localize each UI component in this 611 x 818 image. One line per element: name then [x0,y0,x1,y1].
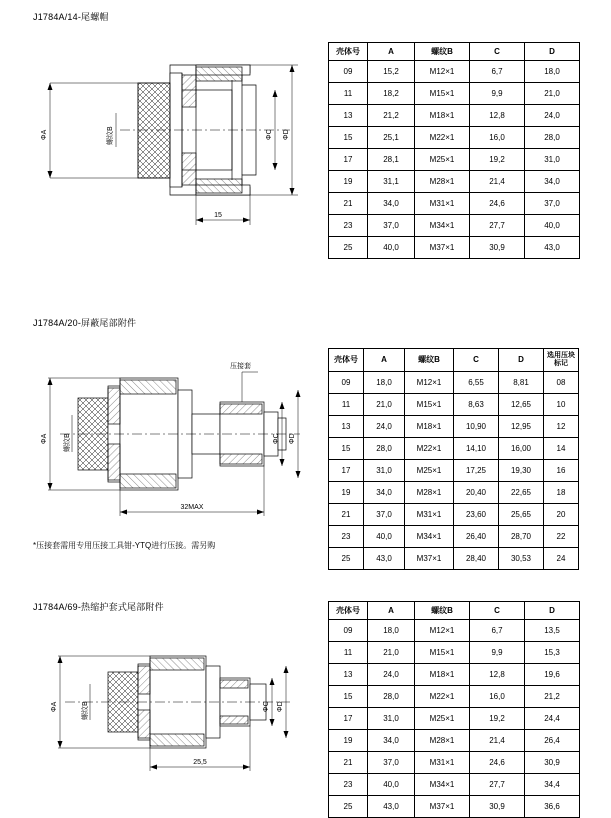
table-row [329,796,580,818]
cell-thread-b: M31×1 [405,504,454,526]
col-header-c: C [454,349,499,372]
table-row [329,548,579,570]
cell-thread-b: M22×1 [415,686,470,708]
dim-label-phi-a: ΦA [41,129,48,140]
dim-label-length-max: 32MAX [180,504,204,511]
cell-c: 27,7 [470,774,525,796]
table-header-row [329,602,580,620]
cell-d: 30,53 [499,548,544,570]
spec-table-heatshrink-backshell [328,601,580,818]
cell-thread-b: M18×1 [415,664,470,686]
col-header-a: A [368,602,415,620]
cell-a: 40,0 [368,774,415,796]
cell-shell: 23 [329,774,368,796]
table-row [329,83,580,105]
table-row [329,642,580,664]
cell-d: 30,9 [525,752,580,774]
cell-d: 25,65 [499,504,544,526]
table-row [329,372,579,394]
cell-thread-b: M31×1 [415,193,470,215]
cell-thread-b: M28×1 [415,171,470,193]
cell-thread-b: M15×1 [405,394,454,416]
cell-thread-b: M34×1 [405,526,454,548]
cell-d: 34,0 [525,171,580,193]
cell-c: 24,6 [470,193,525,215]
col-header-c: C [470,602,525,620]
cell-thread-b: M28×1 [405,482,454,504]
table-row [329,620,580,642]
col-header-a: A [368,43,415,61]
dim-label-crimp-sleeve: 压接套 [230,363,251,370]
cell-thread-b: M22×1 [415,127,470,149]
col-header-shell: 壳体号 [329,349,364,372]
cell-a: 28,1 [368,149,415,171]
cell-die-mark: 20 [544,504,579,526]
cell-d: 28,70 [499,526,544,548]
cell-d: 36,6 [525,796,580,818]
cell-d: 37,0 [525,193,580,215]
cell-c: 21,4 [470,730,525,752]
cell-d: 22,65 [499,482,544,504]
cell-c: 9,9 [470,83,525,105]
cell-a: 31,0 [368,708,415,730]
cell-shell: 17 [329,149,368,171]
cell-c: 12,8 [470,664,525,686]
dim-label-phi-d: ΦD [277,701,284,712]
table-row [329,127,580,149]
table-row [329,438,579,460]
cell-c: 14,10 [454,438,499,460]
dim-label-phi-d: ΦD [289,433,296,444]
dim-label-phi-c: ΦC [273,433,280,444]
cell-shell: 15 [329,438,364,460]
cell-c: 30,9 [470,796,525,818]
col-header-d: D [499,349,544,372]
cell-thread-b: M12×1 [405,372,454,394]
cell-shell: 11 [329,83,368,105]
technical-drawing-heatshrink-backshell [20,622,315,777]
cell-shell: 21 [329,504,364,526]
cell-d: 21,2 [525,686,580,708]
cell-a: 18,0 [364,372,405,394]
table-row [329,730,580,752]
cell-c: 20,40 [454,482,499,504]
cell-die-mark: 24 [544,548,579,570]
cell-d: 19,30 [499,460,544,482]
cell-a: 24,0 [368,664,415,686]
cell-c: 24,6 [470,752,525,774]
technical-drawing-tail-nut [20,35,310,250]
dim-label-phi-c: ΦC [263,701,270,712]
cell-c: 12,8 [470,105,525,127]
table-row [329,664,580,686]
table-row [329,482,579,504]
table-row [329,686,580,708]
cell-d: 18,0 [525,61,580,83]
cell-c: 21,4 [470,171,525,193]
cell-shell: 23 [329,215,368,237]
col-header-die-mark: 选用压块标记 [544,349,579,372]
cell-a: 37,0 [364,504,405,526]
cell-shell: 19 [329,730,368,752]
cell-a: 37,0 [368,752,415,774]
cell-shell: 13 [329,416,364,438]
cell-c: 16,0 [470,686,525,708]
spec-table-tail-nut [328,42,580,259]
cell-shell: 25 [329,796,368,818]
cell-shell: 13 [329,664,368,686]
section-title: J1784A/20-屏蔽尾部附件 [33,318,137,328]
cell-a: 18,2 [368,83,415,105]
cell-a: 18,0 [368,620,415,642]
cell-a: 15,2 [368,61,415,83]
cell-shell: 15 [329,127,368,149]
table-row [329,193,580,215]
cell-d: 34,4 [525,774,580,796]
cell-d: 40,0 [525,215,580,237]
col-header-c: C [470,43,525,61]
cell-c: 17,25 [454,460,499,482]
col-header-shell: 壳体号 [329,43,368,61]
cell-a: 40,0 [364,526,405,548]
cell-d: 12,65 [499,394,544,416]
cell-a: 34,0 [368,730,415,752]
cell-c: 16,0 [470,127,525,149]
cell-a: 28,0 [368,686,415,708]
cell-die-mark: 16 [544,460,579,482]
col-header-d: D [525,43,580,61]
cell-d: 16,00 [499,438,544,460]
table-header-row [329,349,579,372]
cell-d: 19,6 [525,664,580,686]
table-row [329,171,580,193]
cell-thread-b: M25×1 [405,460,454,482]
cell-thread-b: M22×1 [405,438,454,460]
cell-a: 24,0 [364,416,405,438]
cell-a: 43,0 [364,548,405,570]
col-header-a: A [364,349,405,372]
cell-d: 24,4 [525,708,580,730]
table-row [329,460,579,482]
cell-shell: 19 [329,171,368,193]
cell-thread-b: M18×1 [405,416,454,438]
cell-a: 31,0 [364,460,405,482]
cell-d: 21,0 [525,83,580,105]
cell-d: 43,0 [525,237,580,259]
table-header-row [329,43,580,61]
dim-label-length: 15 [214,212,222,219]
cell-thread-b: M37×1 [415,237,470,259]
cell-d: 24,0 [525,105,580,127]
section-j1784a-14 [0,0,611,270]
spec-table-shielded-backshell [328,348,579,570]
cell-d: 15,3 [525,642,580,664]
technical-drawing-shielded-backshell [20,340,315,535]
cell-shell: 19 [329,482,364,504]
cell-c: 9,9 [470,642,525,664]
cell-c: 23,60 [454,504,499,526]
col-header-thread-b: 螺纹B [415,602,470,620]
cell-d: 8,81 [499,372,544,394]
cell-c: 27,7 [470,215,525,237]
cell-c: 6,55 [454,372,499,394]
dim-label-thread-b: 螺纹B [64,433,71,452]
cell-die-mark: 18 [544,482,579,504]
cell-thread-b: M18×1 [415,105,470,127]
table-row [329,504,579,526]
cell-c: 30,9 [470,237,525,259]
dim-label-phi-a: ΦA [41,433,48,444]
table-row [329,215,580,237]
cell-die-mark: 14 [544,438,579,460]
cell-shell: 17 [329,460,364,482]
cell-shell: 21 [329,193,368,215]
section-j1784a-20 [0,300,611,570]
cell-a: 25,1 [368,127,415,149]
cell-thread-b: M25×1 [415,708,470,730]
cell-shell: 11 [329,394,364,416]
cell-a: 37,0 [368,215,415,237]
cell-a: 43,0 [368,796,415,818]
table-row [329,394,579,416]
dim-label-phi-a: ΦA [51,701,58,712]
cell-c: 6,7 [470,620,525,642]
cell-d: 28,0 [525,127,580,149]
cell-shell: 13 [329,105,368,127]
cell-shell: 21 [329,752,368,774]
cell-shell: 15 [329,686,368,708]
col-header-thread-b: 螺纹B [415,43,470,61]
cell-a: 34,0 [364,482,405,504]
cell-a: 34,0 [368,193,415,215]
cell-thread-b: M12×1 [415,620,470,642]
dim-label-phi-d: ΦD [283,129,290,140]
cell-thread-b: M37×1 [415,796,470,818]
dim-label-thread-b: 螺纹B [82,701,89,720]
cell-a: 21,0 [368,642,415,664]
table-row [329,61,580,83]
cell-a: 31,1 [368,171,415,193]
col-header-thread-b: 螺纹B [405,349,454,372]
cell-c: 8,63 [454,394,499,416]
cell-die-mark: 08 [544,372,579,394]
cell-die-mark: 12 [544,416,579,438]
table-row [329,416,579,438]
col-header-d: D [525,602,580,620]
section-title: J1784A/14-尾螺帽 [33,12,109,22]
cell-a: 40,0 [368,237,415,259]
cell-d: 26,4 [525,730,580,752]
table-row [329,105,580,127]
table-row [329,149,580,171]
dim-label-length: 25,5 [193,759,207,766]
cell-thread-b: M34×1 [415,215,470,237]
cell-thread-b: M37×1 [405,548,454,570]
cell-c: 19,2 [470,149,525,171]
cell-c: 6,7 [470,61,525,83]
cell-shell: 17 [329,708,368,730]
section-title: J1784A/69-热缩护套式尾部附件 [33,602,164,612]
cell-shell: 09 [329,61,368,83]
cell-a: 28,0 [364,438,405,460]
section-j1784a-69 [0,588,611,811]
table-row [329,752,580,774]
cell-thread-b: M15×1 [415,83,470,105]
cell-c: 28,40 [454,548,499,570]
cell-die-mark: 10 [544,394,579,416]
cell-d: 31,0 [525,149,580,171]
cell-thread-b: M28×1 [415,730,470,752]
crimp-note: *压接套需用专用压接工具钳-YTQ进行压接。需另购 [33,541,216,550]
cell-shell: 23 [329,526,364,548]
dim-label-thread-b: 螺纹B [107,126,114,145]
cell-c: 19,2 [470,708,525,730]
cell-thread-b: M34×1 [415,774,470,796]
cell-shell: 25 [329,237,368,259]
cell-c: 26,40 [454,526,499,548]
cell-thread-b: M12×1 [415,61,470,83]
cell-shell: 11 [329,642,368,664]
cell-shell: 25 [329,548,364,570]
table-row [329,526,579,548]
cell-c: 10,90 [454,416,499,438]
cell-a: 21,0 [364,394,405,416]
cell-thread-b: M25×1 [415,149,470,171]
cell-shell: 09 [329,372,364,394]
cell-d: 13,5 [525,620,580,642]
cell-a: 21,2 [368,105,415,127]
cell-die-mark: 22 [544,526,579,548]
cell-d: 12,95 [499,416,544,438]
dim-label-phi-c: ΦC [266,129,273,140]
cell-thread-b: M31×1 [415,752,470,774]
col-header-shell: 壳体号 [329,602,368,620]
table-row [329,708,580,730]
table-row [329,237,580,259]
cell-shell: 09 [329,620,368,642]
cell-thread-b: M15×1 [415,642,470,664]
